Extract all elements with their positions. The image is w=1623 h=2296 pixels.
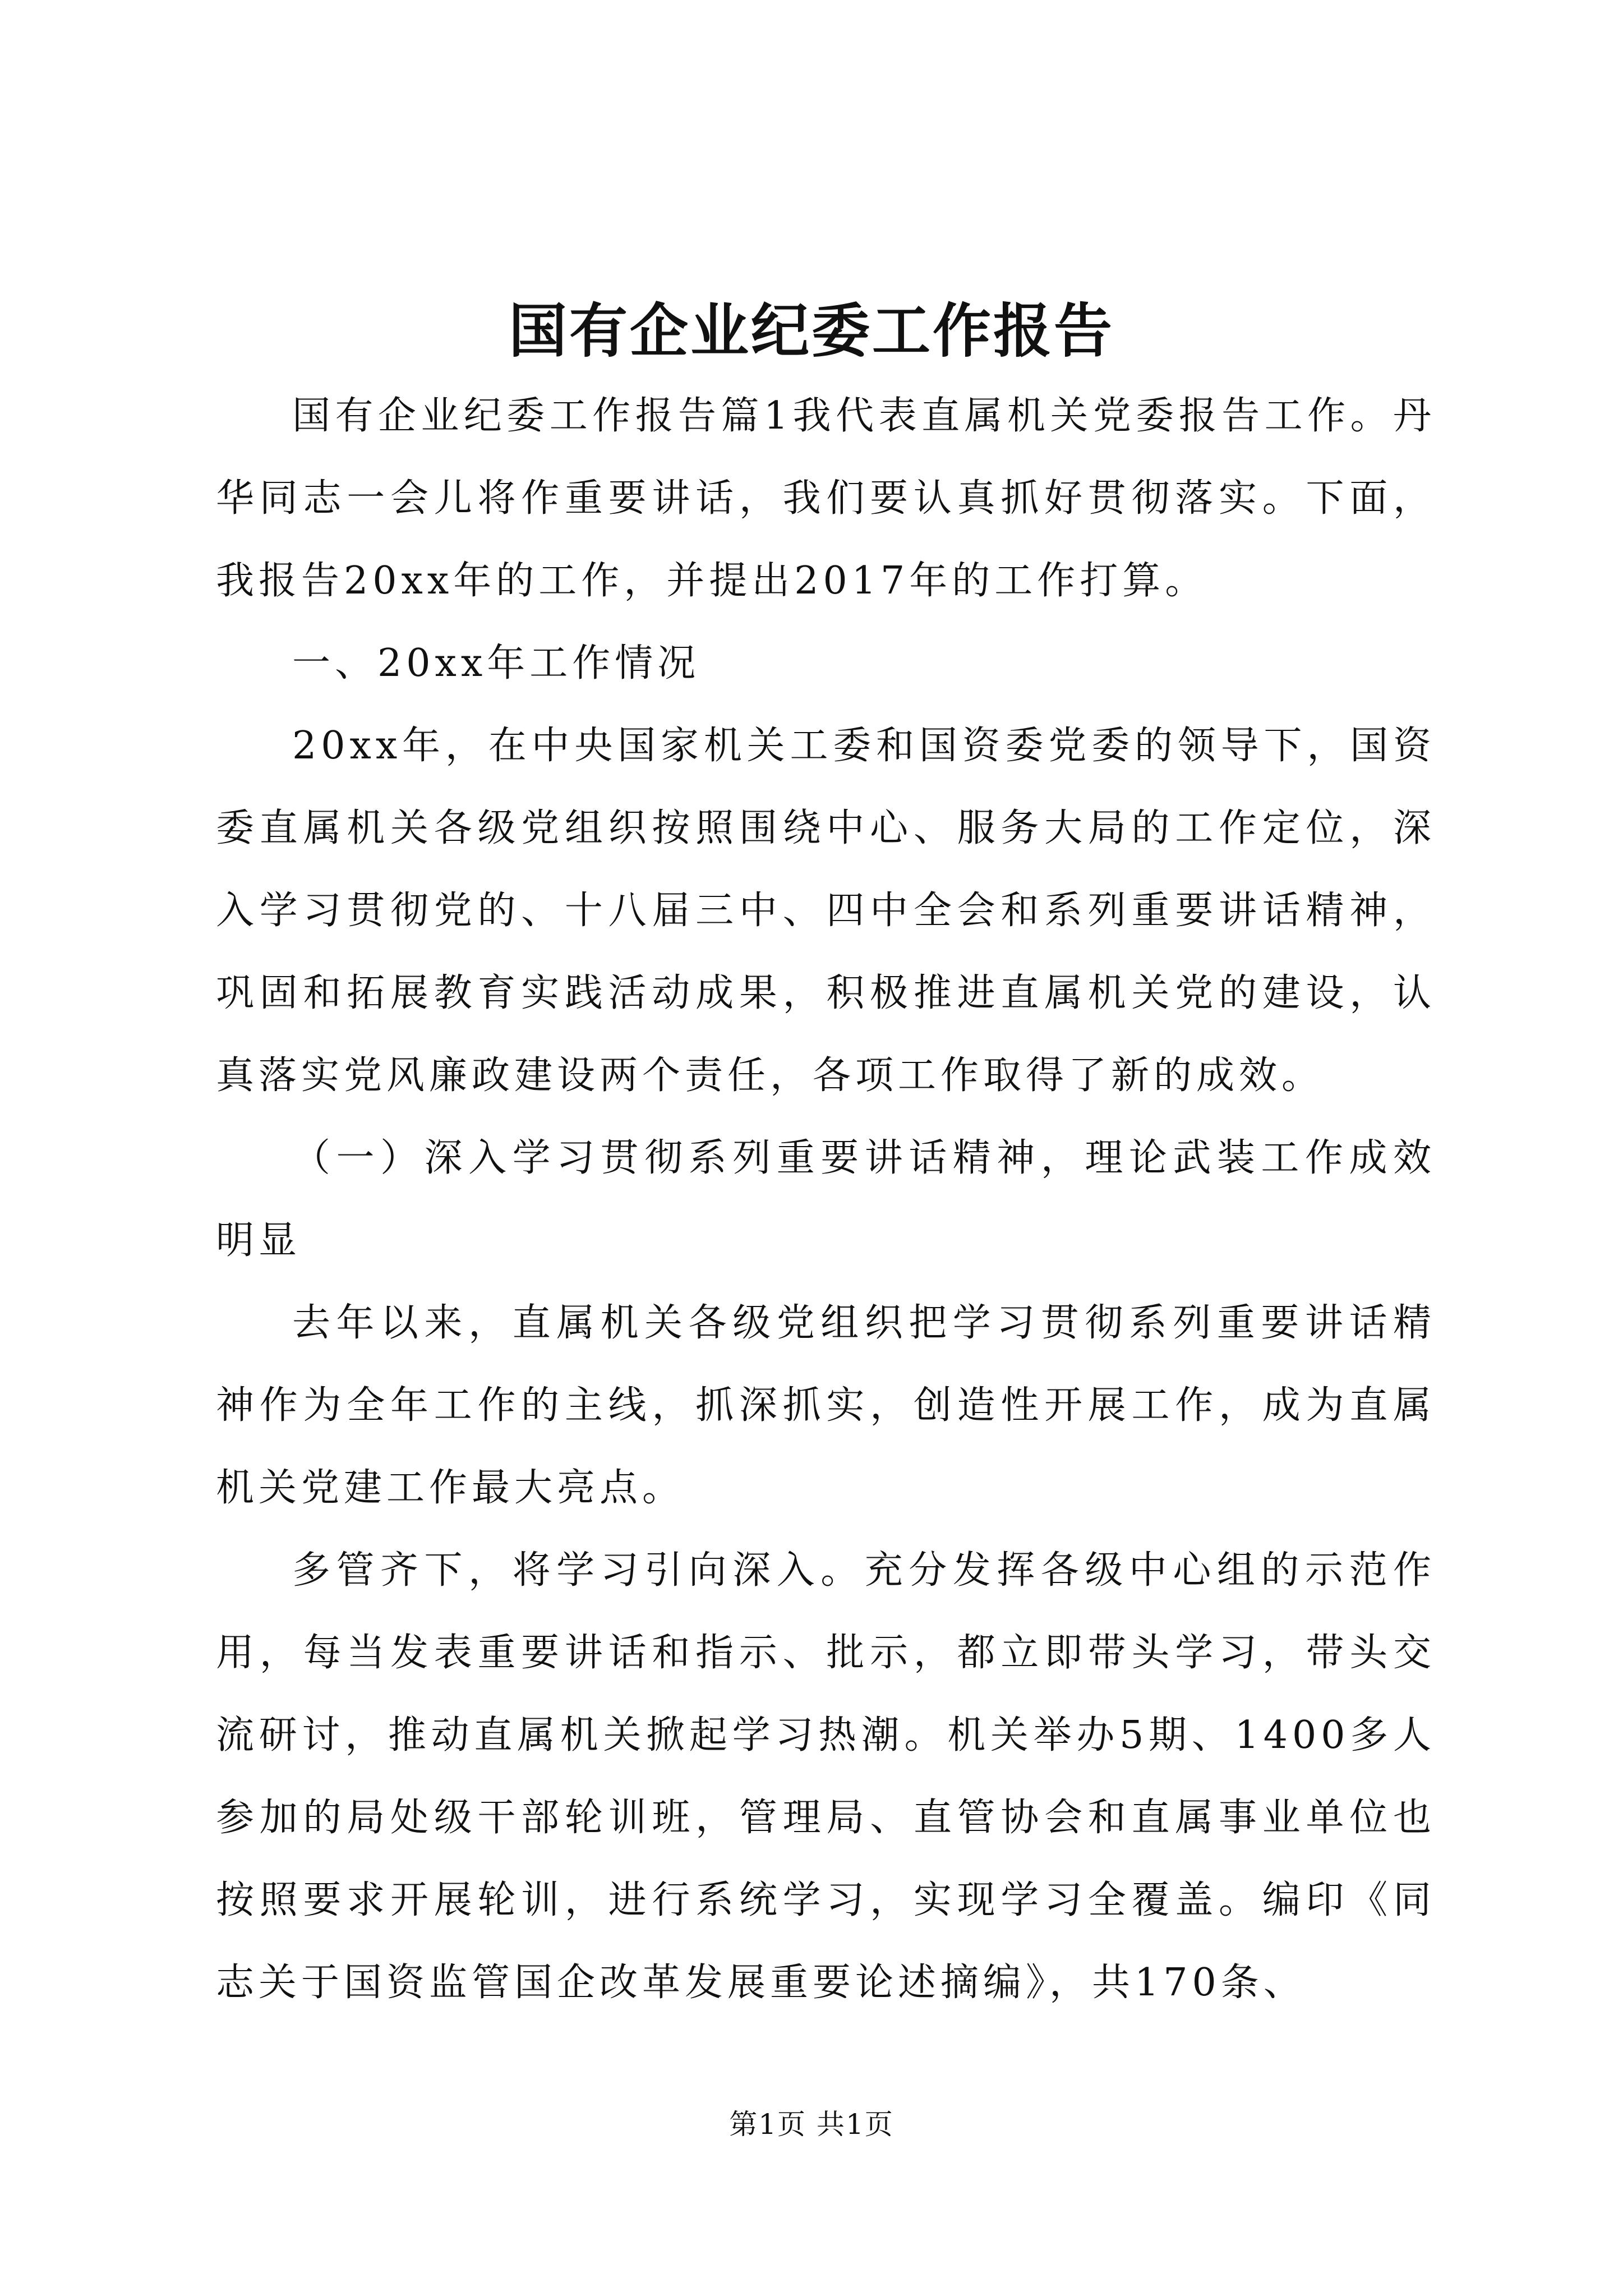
page-footer: 第1页 共1页 — [729, 2108, 894, 2141]
document-body — [216, 375, 1436, 2024]
paragraph-overview: 20xx年，在中央国家机关工委和国资委党委的领导下，国资委直属机关各级党组织按照围绕中心、服务大局的工作定位，深入学习贯彻党的、十八届三中、四中全会和系列重要讲话精神，巩固和拓展教育实践活动成果，积极推进直属机关党的建设，认真落实党风廉政建设两个责任，各项工作取得了新的成效。 — [216, 724, 1436, 1098]
document-title: 国有企业纪委工作报告 — [508, 296, 1114, 365]
section-heading-1: 一、20xx年工作情况 — [292, 641, 700, 685]
paragraph-intro: 国有企业纪委工作报告篇1我代表直属机关党委报告工作。丹华同志一会儿将作重要讲话，我们要认真抓好贯彻落实。下面，我报告20xx年的工作，并提出2017年的工作打算。 — [216, 394, 1436, 603]
paragraph-measures: 多管齐下，将学习引向深入。充分发挥各级中心组的示范作用，每当发表重要讲话和指示、批示，都立即带头学习，带头交流研讨，推动直属机关掀起学习热潮。机关举办5期、1400多人参加的局处级干部轮训班，管理局、直管协会和直属事业单位也按照要求开展轮训，进行系统学习，实现学习全覆盖。编印《同志关于国资监管国企改革发展重要论述摘编》，共170条、 — [216, 1548, 1436, 2005]
subsection-heading-1: （一）深入学习贯彻系列重要讲话精神，理论武装工作成效明显 — [216, 1136, 1436, 1263]
paragraph-study: 去年以来，直属机关各级党组织把学习贯彻系列重要讲话精神作为全年工作的主线，抓深抓实，创造性开展工作，成为直属机关党建工作最大亮点。 — [216, 1301, 1436, 1510]
